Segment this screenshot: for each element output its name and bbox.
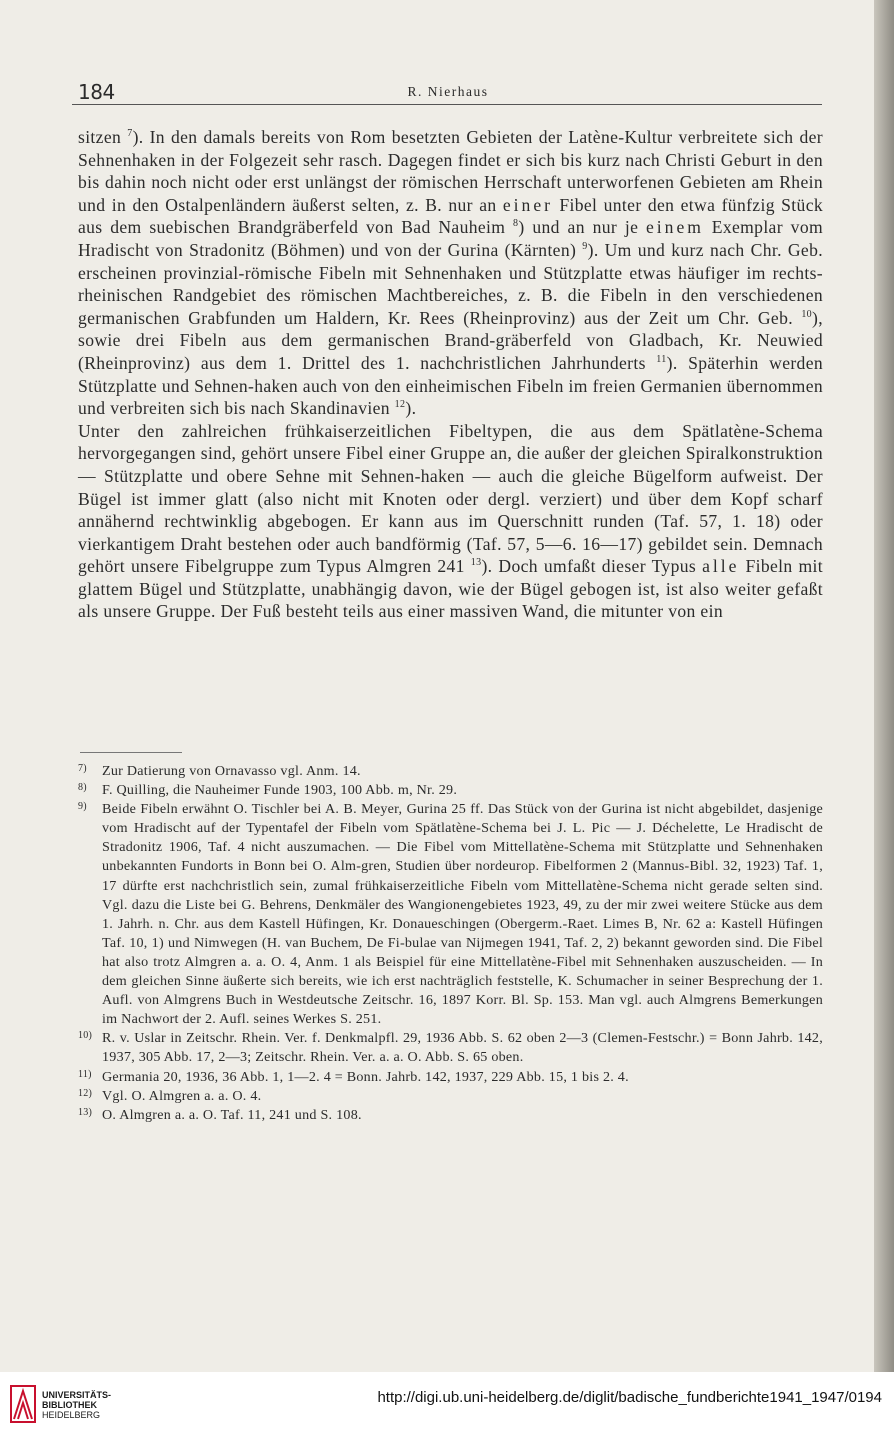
footnote-ref[interactable]: 13	[470, 557, 482, 569]
footnote-number: 10)	[78, 1030, 93, 1042]
paragraph: sitzen $^7$). In den damals bereits von Rom besetzten Gebieten der Latène-Kultur verbreitete sich der Sehnenhaken in der Folgezeit sehr rasch. Dagegen findet er sich bis kurz nach Christi Geburt in den bis dahin noch nicht oder erst unlängst der römischen Herrschaft unterworfenen Gebieten am Rhein und in den Ostalpenländern äußerst selten, z. B. nur an einer Fibel unter den etwa fünfzig Stück aus dem suebischen Brandgräberfeld von Bad Nauheim $^8$) und an nur je einem Exemplar vom Hradischt von Stradonitz (Böhmen) und von der Gurina (Kärnten) $^9$). Um und kurz nach Chr. Geb. erscheinen provinzial-römische Fibeln mit Sehnenhaken und Stützplatte etwas häufiger im rechts-rheinischen Randgebiet des römischen Machtbereiches, z. B. die Fibeln in den verschiedenen germanischen Grabfunden um Haldern, Kr. Rees (Rheinprovinz) aus der Zeit um Chr. Geb. $^{10}$), sowie drei Fibeln aus dem germanischen Brand-gräberfeld von Gladbach, Kr. Neuwied (Rheinprovinz) aus dem 1. Drittel des 1. nachchristlichen Jahrhunderts $^{11}$). Späterhin werden Stützplatte und Sehnen-haken auch von den einheimischen Fibeln im freien Germanien übernommen und verbreiten sich bis nach Skandinavien $^{12}$).	[78, 127, 824, 419]
footnote-number: 8)	[78, 782, 87, 794]
paragraph: Unter den zahlreichen frühkaiserzeitlichen Fibeltypen, die aus dem Spätlatène-Schema hervorgegangen sind, gehört unsere Fibel einer Gruppe an, die außer der gleichen Spiralkonstruktion — Stützplatte und obere Sehne mit Sehnen-haken — auch die gleiche Bügelform aufweist. Der Bügel ist immer glatt (also nicht mit Knoten oder dergl. verziert) und über dem Kopf scharf annähernd rechtwinklig abgebogen. Er kann aus im Querschnitt runden (Taf. 57, 1. 18) oder vierkantigem Draht bestehen oder auch bandförmig (Taf. 57, 5—6. 16—17) gebildet sein. Demnach gehört unsere Fibelgruppe zum Typus Almgren 241 $^{13}$). Doch umfaßt dieser Typus alle Fibeln mit glattem Bügel und Stützplatte, unabhängig davon, wie der Bügel gebogen ist, ist also weiter gefaßt als unsere Gruppe. Der Fuß besteht teils aus einer massiven Wand, die mitunter von ein	[78, 420, 824, 622]
page-edge-shadow	[874, 0, 894, 1372]
page-header	[78, 80, 818, 104]
spaced-emphasis: einem	[645, 217, 704, 238]
footnote-number: 12)	[78, 1087, 93, 1099]
footnote-ref[interactable]: 12	[394, 399, 406, 411]
footer-bar	[0, 1372, 894, 1439]
footnote-rule	[80, 752, 182, 753]
footnote-text: Germania 20, 1936, 36 Abb. 1, 1—2. 4 = Bonn. Jahrb. 142, 1937, 229 Abb. 15, 1 bis 2. 4.	[102, 1068, 629, 1085]
source-url-link[interactable]: http://digi.ub.uni-heidelberg.de/diglit/badische_fundberichte1941_1947/0194	[377, 1389, 882, 1406]
footnote-text: Beide Fibeln erwähnt O. Tischler bei A. B. Meyer, Gurina 25 ff. Das Stück von der Gurina ist nicht abgebildet, dasjenige vom Hradischt auf der Typentafel der Fibeln vom Spätlatène-Schema bei J. L. Pic — J. Déchelette, Le Hradischt de Stradonitz 1906, Taf. 4 nicht auszumachen. — Die Fibel vom Mittellatène-Schema mit Stützplatte und Sehnenhaken unbekannten Fundorts in Bonn bei O. Alm-gren, Studien über nordeurop. Fibelformen 2 (Mannus-Bibl. 32, 1923) Taf. 1, 17 dürfte erst nachchristlich sein, zumal frühkaiserzeitliche Fibeln vom Mittellatène-Schema nicht gerade selten sind. Vgl. dazu die Liste bei G. Behrens, Denkmäler des Wangionengebietes 1923, 49, zu der mir zwei weitere Stücke aus dem 1. Jahrh. n. Chr. aus dem Kastell Hüfingen, Kr. Donaueschingen (Obergerm.-Raet. Limes B, Nr. 62 a: Kastell Hüfingen Taf. 10, 1) und Nimwegen (H. van Buchem, De Fi-bulae van Nijmegen 1941, Taf. 2, 2) bekannt geworden sind. Die Fibel hat also trotz Almgren a. a. O. 4, Anm. 1 als Beispiel für eine Mittellatène-Fibel mit Sehnenhaken auszuscheiden. — In dem gleichen Sinne äußerte sich bereits, wie ich erst nachträglich feststelle, K. Schumacher in seiner Besprechung der 1. Aufl. von Almgrens Buch in Westdeutsche Zeitschr. 16, 1897 Korr. Bl. Sp. 153. Man vgl. auch Almgrens Bemerkungen im Nachwort der 2. Aufl. seines Werkes S. 251.	[102, 801, 823, 1028]
footnote-number: 9)	[78, 801, 87, 813]
spaced-emphasis: alle	[702, 556, 740, 577]
footnote-ref[interactable]: 9	[582, 241, 588, 253]
footnote-number: 7)	[78, 763, 87, 774]
header-rule	[72, 104, 822, 105]
footnote	[78, 781, 823, 800]
footnote-text: R. v. Uslar in Zeitschr. Rhein. Ver. f. Denkmalpfl. 29, 1936 Abb. S. 62 oben 2—3 (Clemen-Festschr.) = Bonn Jahrb. 142, 1937, 305 Abb. 17, 2—3; Zeitschr. Rhein. Ver. a. a. O. Abb. S. 65 oben.	[102, 1030, 823, 1066]
page-number: 184	[78, 80, 115, 104]
footnote	[78, 1087, 823, 1106]
footnote-number: 13)	[78, 1106, 93, 1118]
library-name: UNIVERSITÄTS- BIBLIOTHEK HEIDELBERG	[42, 1390, 112, 1420]
library-logo-icon[interactable]	[10, 1385, 36, 1423]
footnote	[78, 1068, 823, 1087]
footnote-ref[interactable]: 11	[656, 354, 667, 366]
footnote-number: 11)	[78, 1068, 92, 1080]
footnote-ref[interactable]: 8	[513, 218, 519, 230]
running-head: R. Nierhaus	[407, 84, 489, 99]
footnote-text: O. Almgren a. a. O. Taf. 11, 241 und S. 108.	[102, 1106, 362, 1123]
footnote-text: Zur Datierung von Ornavasso vgl. Anm. 14.	[102, 763, 361, 779]
footnotes	[78, 762, 823, 1125]
footnote	[78, 1106, 823, 1125]
footnote-ref[interactable]: 10	[801, 308, 813, 320]
body-text	[78, 126, 823, 623]
spaced-emphasis: einer	[502, 194, 554, 215]
footnote	[78, 1029, 823, 1067]
footnote	[78, 762, 823, 781]
footnote-ref[interactable]: 7	[127, 128, 133, 140]
footnote-text: F. Quilling, die Nauheimer Funde 1903, 100 Abb. m, Nr. 29.	[102, 782, 458, 799]
footnote	[78, 800, 823, 1029]
footnote-text: Vgl. O. Almgren a. a. O. 4.	[102, 1087, 262, 1104]
